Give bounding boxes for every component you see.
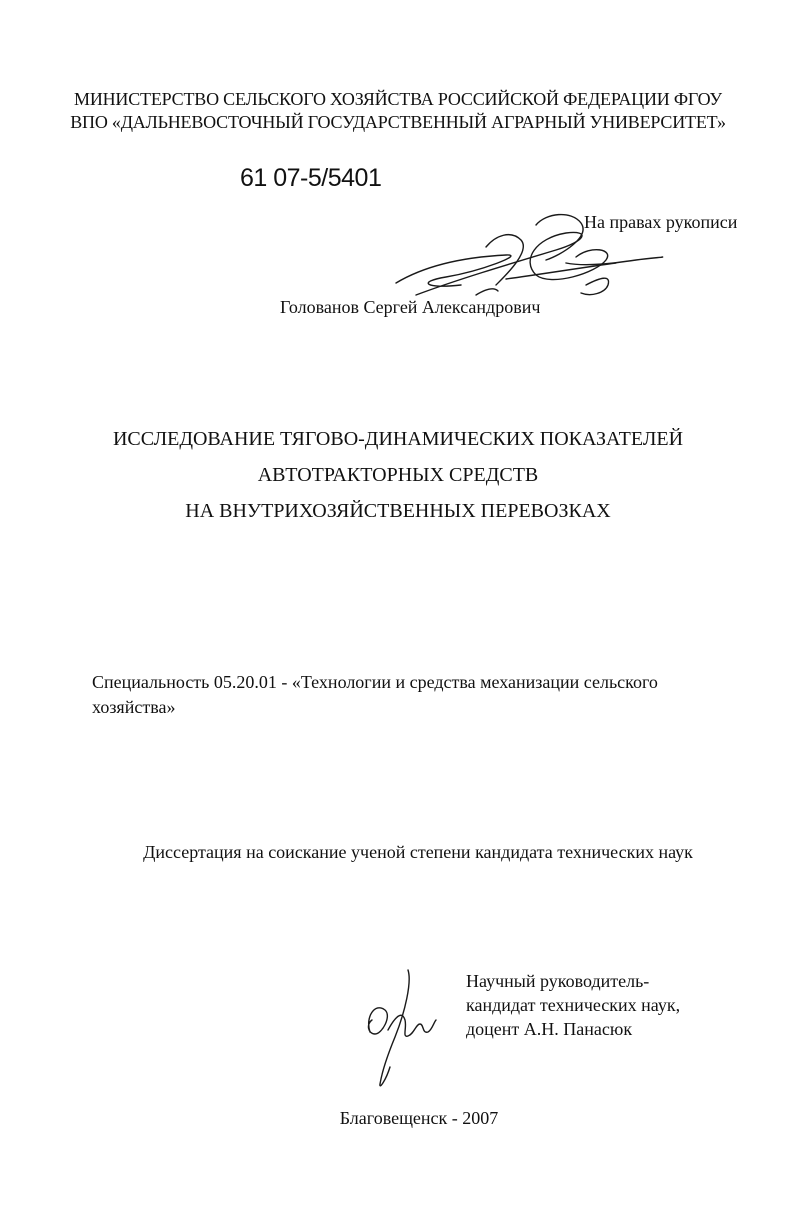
city-year: Благовещенск - 2007 [339,1108,499,1128]
title-line-1: ИССЛЕДОВАНИЕ ТЯГОВО-ДИНАМИЧЕСКИХ ПОКАЗАТЕЛЕЙ [112,428,684,450]
ministry-line-1: МИНИСТЕРСТВО СЕЛЬСКОГО ХОЗЯЙСТВА РОССИЙСКОЙ ФЕДЕРАЦИИ ФГОУ [74,89,722,109]
ministry-line-2: ВПО «ДАЛЬНЕВОСТОЧНЫЙ ГОСУДАРСТВЕННЫЙ АГРАРНЫЙ УНИВЕРСИТЕТ» [70,112,726,132]
supervisor-signature-icon [350,962,450,1092]
manuscript-rights-label: На правах рукописи [584,212,738,232]
author-name: Голованов Сергей Александрович [280,297,541,317]
supervisor-line-2: кандидат технических наук, [466,995,681,1015]
specialty-text: Специальность 05.20.01 - «Технологии и средства механизации сельского хозяйства» [92,672,658,717]
dissertation-title [0,421,796,529]
supervisor-line-3: доцент А.Н. Панасюк [466,1019,633,1039]
supervisor-line-1: Научный руководитель- [466,971,650,991]
ministry-header [0,88,796,134]
registration-number: 61 07-5/5401 [240,164,382,192]
title-line-2: АВТОТРАКТОРНЫХ СРЕДСТВ [257,464,539,486]
title-line-3: НА ВНУТРИХОЗЯЙСТВЕННЫХ ПЕРЕВОЗКАХ [185,500,611,522]
supervisor-block [466,969,680,1041]
dissertation-degree-text: Диссертация на соискание ученой степени кандидата технических наук [143,842,693,862]
